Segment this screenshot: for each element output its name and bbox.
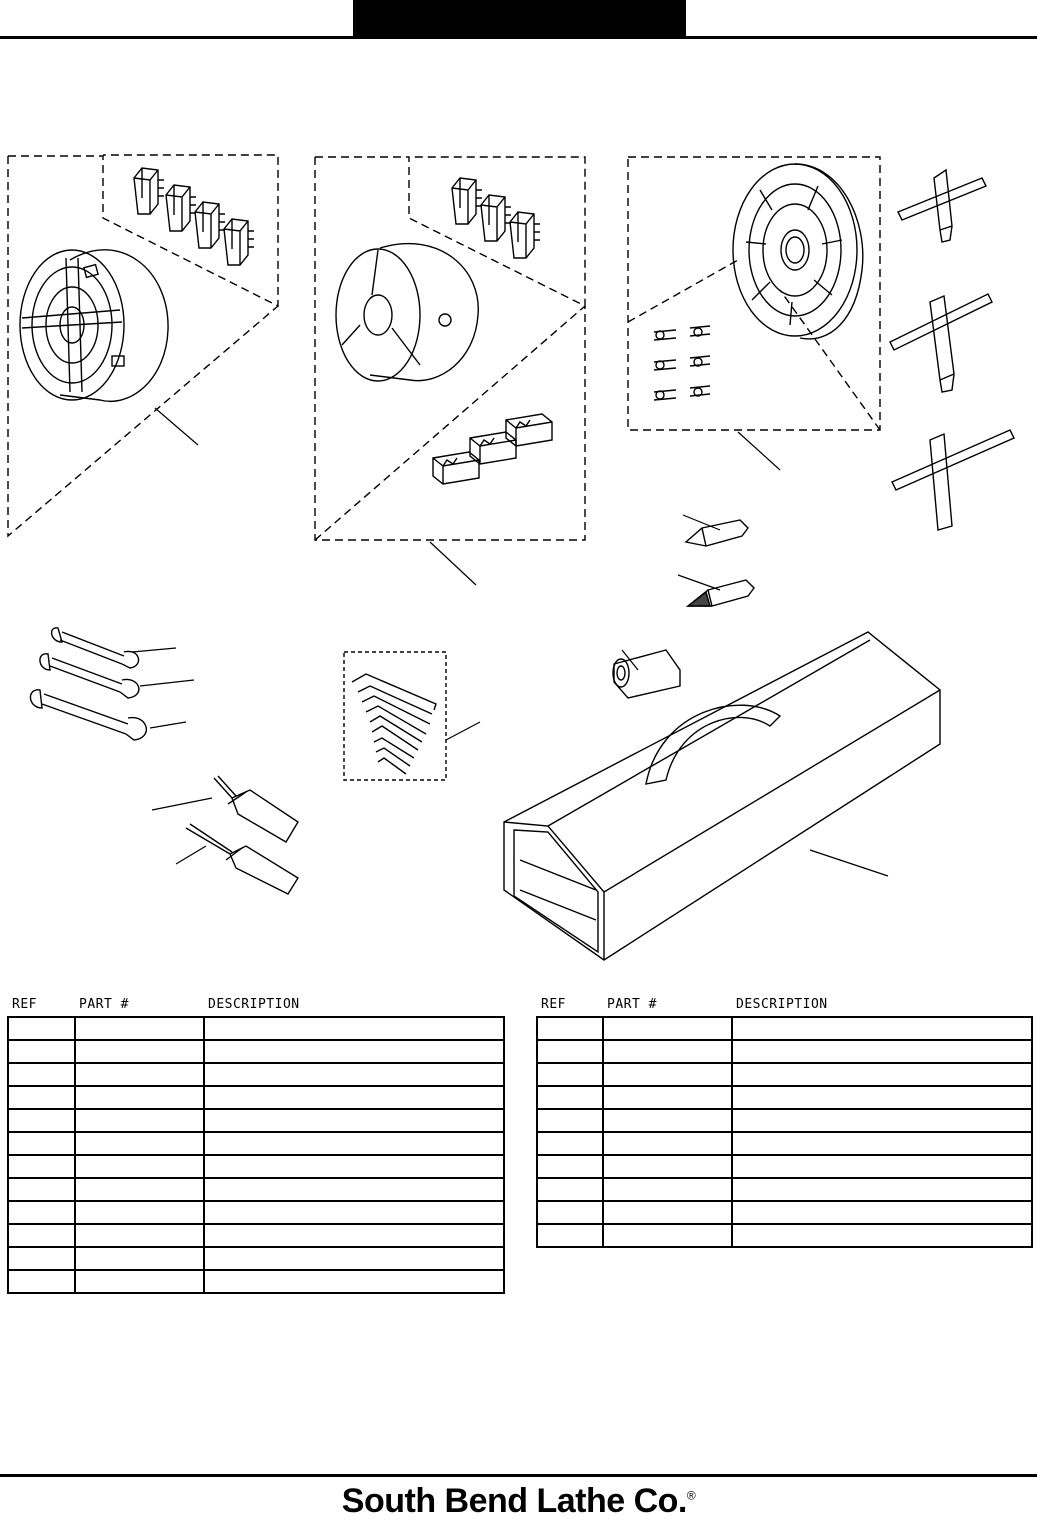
part-number-cell — [603, 1040, 732, 1063]
footer-brand — [0, 1482, 1037, 1521]
description-cell — [204, 1063, 504, 1086]
part-number-cell — [603, 1178, 732, 1201]
description-cell — [732, 1224, 1032, 1247]
ref-cell — [537, 1109, 603, 1132]
description-cell — [204, 1155, 504, 1178]
description-cell — [204, 1017, 504, 1040]
part-number-cell — [603, 1086, 732, 1109]
table-row — [8, 1247, 504, 1270]
table-row — [8, 1178, 504, 1201]
faceplate-bolts-icon — [654, 326, 710, 400]
part-number-cell — [603, 1063, 732, 1086]
description-cell — [204, 1086, 504, 1109]
table-row — [8, 1086, 504, 1109]
ref-cell — [8, 1224, 75, 1247]
part-number-cell — [75, 1040, 204, 1063]
ref-cell — [8, 1132, 75, 1155]
part-number-cell — [75, 1224, 204, 1247]
ref-cell — [537, 1017, 603, 1040]
column-header-ref: REF — [12, 997, 37, 1012]
table-row — [537, 1109, 1032, 1132]
ref-cell — [537, 1132, 603, 1155]
table-row — [537, 1178, 1032, 1201]
part-number-cell — [75, 1063, 204, 1086]
parts-table-body — [537, 1017, 1032, 1247]
table-row — [8, 1109, 504, 1132]
ref-cell — [8, 1086, 75, 1109]
chuck-keys-icon — [890, 170, 1014, 530]
ref-cell — [8, 1247, 75, 1270]
description-cell — [204, 1270, 504, 1293]
dead-centers-icon — [678, 515, 754, 606]
four-jaw-set-icon — [134, 168, 254, 265]
parts-table-body — [8, 1017, 504, 1293]
screwdrivers-icon — [152, 776, 298, 894]
parts-table-right — [536, 988, 1033, 1248]
part-number-cell — [75, 1109, 204, 1132]
hex-wrench-set-icon — [344, 652, 480, 780]
part-number-cell — [75, 1132, 204, 1155]
leader-line — [738, 432, 780, 470]
description-cell — [204, 1040, 504, 1063]
description-cell — [204, 1178, 504, 1201]
three-jaw-set-icon — [452, 178, 540, 258]
description-cell — [732, 1017, 1032, 1040]
column-header-description: DESCRIPTION — [208, 997, 300, 1012]
table-row — [8, 1201, 504, 1224]
description-cell — [204, 1132, 504, 1155]
column-header-part-number: PART # — [79, 997, 129, 1012]
leader-line — [155, 408, 198, 445]
ref-cell — [537, 1178, 603, 1201]
part-number-cell — [75, 1017, 204, 1040]
three-jaw-chuck-icon — [336, 244, 478, 381]
table-row — [8, 1270, 504, 1293]
parts-table-left — [7, 988, 505, 1294]
ref-cell — [8, 1201, 75, 1224]
table-row — [537, 1132, 1032, 1155]
ref-cell — [537, 1040, 603, 1063]
table-row — [537, 1040, 1032, 1063]
three-jaw-chuck-group — [315, 157, 585, 585]
table-row — [537, 1063, 1032, 1086]
part-number-cell — [75, 1247, 204, 1270]
ref-cell — [8, 1155, 75, 1178]
table-row — [537, 1155, 1032, 1178]
ref-cell — [537, 1201, 603, 1224]
part-number-cell — [75, 1178, 204, 1201]
column-header-part-number: PART # — [607, 997, 657, 1012]
part-number-cell — [75, 1086, 204, 1109]
part-number-cell — [75, 1201, 204, 1224]
toolbox-icon — [504, 632, 940, 960]
table-row — [8, 1063, 504, 1086]
table-row — [8, 1132, 504, 1155]
ref-cell — [8, 1178, 75, 1201]
description-cell — [732, 1040, 1032, 1063]
description-cell — [204, 1201, 504, 1224]
table-row — [537, 1086, 1032, 1109]
table-row — [537, 1224, 1032, 1247]
header-rule — [0, 36, 1037, 39]
ref-cell — [537, 1224, 603, 1247]
part-number-cell — [75, 1270, 204, 1293]
column-header-description: DESCRIPTION — [736, 997, 828, 1012]
table-row — [537, 1201, 1032, 1224]
ref-cell — [8, 1040, 75, 1063]
ref-cell — [8, 1063, 75, 1086]
faceplate-group — [628, 157, 880, 470]
table-row — [8, 1155, 504, 1178]
ref-cell — [537, 1086, 603, 1109]
brand-name: South Bend Lathe Co. — [341, 1482, 687, 1520]
ref-cell — [8, 1017, 75, 1040]
faceplate-icon — [733, 164, 863, 339]
ref-cell — [537, 1063, 603, 1086]
table-row — [8, 1017, 504, 1040]
description-cell — [204, 1109, 504, 1132]
description-cell — [732, 1132, 1032, 1155]
outside-jaw-set-icon — [433, 414, 552, 484]
accessories-diagram — [0, 130, 1037, 970]
part-number-cell — [603, 1017, 732, 1040]
header-title-band — [353, 0, 686, 38]
part-number-cell — [603, 1224, 732, 1247]
description-cell — [732, 1063, 1032, 1086]
four-jaw-chuck-group — [8, 155, 278, 536]
part-number-cell — [75, 1155, 204, 1178]
table-row — [537, 1017, 1032, 1040]
leader-line — [430, 542, 476, 585]
description-cell — [732, 1086, 1032, 1109]
description-cell — [732, 1178, 1032, 1201]
part-number-cell — [603, 1201, 732, 1224]
registered-mark: ® — [686, 1488, 696, 1503]
four-jaw-chuck-icon — [20, 250, 168, 402]
table-row — [8, 1224, 504, 1247]
footer-rule — [0, 1474, 1037, 1477]
part-number-cell — [603, 1132, 732, 1155]
description-cell — [204, 1247, 504, 1270]
description-cell — [732, 1155, 1032, 1178]
part-number-cell — [603, 1155, 732, 1178]
ref-cell — [8, 1270, 75, 1293]
description-cell — [204, 1224, 504, 1247]
sleeve-icon — [613, 650, 680, 698]
open-end-wrenches-icon — [30, 628, 194, 740]
ref-cell — [8, 1109, 75, 1132]
description-cell — [732, 1201, 1032, 1224]
ref-cell — [537, 1155, 603, 1178]
column-header-ref: REF — [541, 997, 566, 1012]
part-number-cell — [603, 1109, 732, 1132]
table-row — [8, 1040, 504, 1063]
description-cell — [732, 1109, 1032, 1132]
